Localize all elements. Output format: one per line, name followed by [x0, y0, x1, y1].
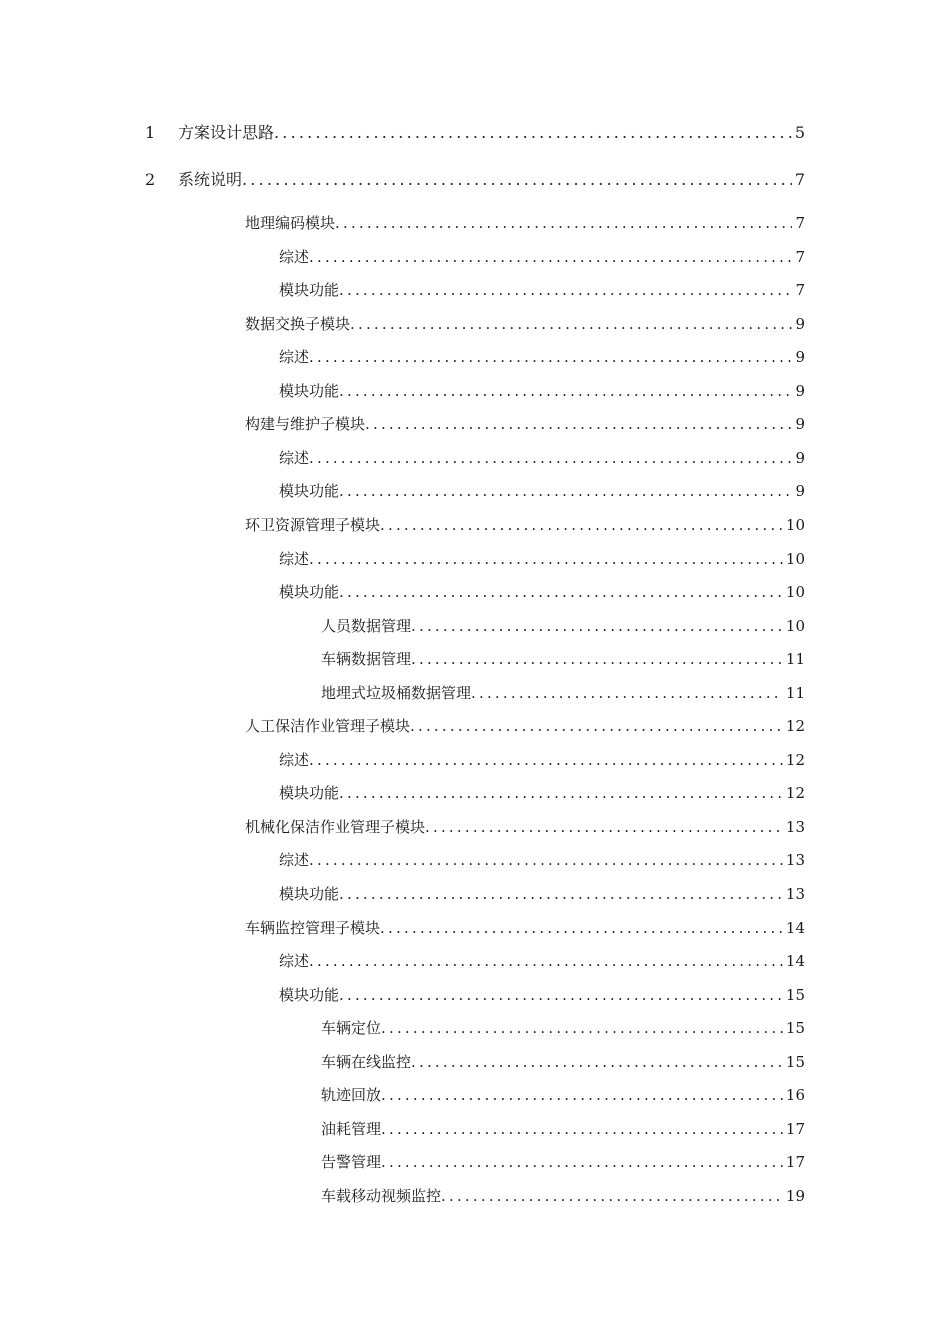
toc-entry-title: 机械化保洁作业管理子模块: [245, 817, 426, 836]
toc-entry-page-number: 9: [795, 314, 805, 333]
toc-entry[interactable]: [321, 1084, 805, 1106]
toc-leader-dots: [339, 984, 783, 1006]
toc-entry[interactable]: [279, 883, 805, 905]
toc-entry[interactable]: [279, 950, 805, 972]
toc-entry-page-number: 19: [785, 1186, 805, 1205]
toc-entry[interactable]: [321, 682, 805, 704]
toc-entry[interactable]: [321, 648, 805, 670]
toc-entry-title: 系统说明: [178, 170, 243, 189]
toc-entry-number: 1: [145, 123, 156, 142]
toc-entry-title: 车辆数据管理: [321, 650, 412, 669]
toc-entry-title: 告警管理: [321, 1153, 382, 1172]
toc-entry-page-number: 16: [785, 1086, 805, 1105]
toc-leader-dots: [425, 816, 783, 838]
toc-entry-page-number: 7: [795, 281, 805, 300]
toc-entry-title: 综述: [279, 247, 310, 266]
toc-leader-dots: [309, 849, 783, 871]
toc-leader-dots: [411, 615, 783, 637]
toc-entry[interactable]: [279, 346, 805, 368]
toc-leader-dots: [339, 581, 783, 603]
toc-leader-dots: [274, 122, 792, 144]
toc-entry[interactable]: [245, 212, 805, 234]
toc-entry-page-number: 9: [795, 348, 805, 367]
toc-leader-dots: [309, 246, 792, 268]
toc-entry-page-number: 12: [785, 717, 805, 736]
toc-entry-title: 模块功能: [279, 784, 340, 803]
toc-entry-title: 环卫资源管理子模块: [245, 515, 381, 534]
toc-leader-dots: [335, 212, 792, 234]
toc-entry-page-number: 10: [785, 583, 805, 602]
toc-entry-title: 构建与维护子模块: [245, 415, 366, 434]
toc-entry-title: 人员数据管理: [321, 616, 412, 635]
toc-leader-dots: [380, 514, 783, 536]
toc-entry-page-number: 7: [795, 214, 805, 232]
toc-entry-page-number: 9: [795, 415, 805, 434]
toc-entry[interactable]: [245, 816, 805, 838]
toc-entry-page-number: 15: [785, 985, 805, 1004]
toc-entry-title: 模块功能: [279, 583, 340, 602]
toc-entry[interactable]: [321, 1118, 805, 1140]
toc-entry-title: 轨迹回放: [321, 1086, 382, 1105]
toc-leader-dots: [309, 346, 792, 368]
toc-entry-title: 模块功能: [279, 985, 340, 1004]
toc-leader-dots: [471, 682, 783, 704]
toc-entry-page-number: 15: [785, 1019, 805, 1038]
toc-entry-page-number: 17: [785, 1153, 805, 1172]
toc-leader-dots: [381, 1118, 783, 1140]
toc-entry-page-number: 15: [785, 1052, 805, 1071]
toc-entry-number: 2: [145, 170, 156, 189]
toc-entry-page-number: 14: [785, 952, 805, 971]
toc-entry-page-number: 11: [785, 650, 805, 669]
toc-entry[interactable]: [279, 447, 805, 469]
toc-entry-title: 地埋式垃圾桶数据管理: [321, 683, 472, 702]
toc-entry-title: 油耗管理: [321, 1119, 382, 1138]
toc-entry-page-number: 10: [785, 616, 805, 635]
toc-entry-title: 综述: [279, 448, 310, 467]
toc-entry-page-number: 11: [785, 683, 805, 702]
toc-entry-page-number: 17: [785, 1119, 805, 1138]
toc-leader-dots: [381, 1151, 783, 1173]
toc-entry-title: 车辆定位: [321, 1019, 382, 1038]
toc-leader-dots: [381, 1084, 783, 1106]
toc-entry[interactable]: [321, 1185, 805, 1207]
toc-entry[interactable]: [245, 313, 805, 335]
toc-entry-title: 人工保洁作业管理子模块: [245, 717, 411, 736]
toc-leader-dots: [410, 715, 783, 737]
toc-entry-page-number: 13: [785, 885, 805, 903]
toc-entry[interactable]: [321, 1017, 805, 1039]
toc-entry-title: 模块功能: [279, 482, 340, 501]
toc-entry[interactable]: [279, 246, 805, 268]
toc-entry-page-number: 10: [785, 515, 805, 534]
toc-entry-title: 综述: [279, 750, 310, 769]
toc-leader-dots: [339, 279, 792, 301]
toc-entry[interactable]: [145, 122, 805, 144]
toc-entry[interactable]: [279, 782, 805, 804]
toc-leader-dots: [411, 648, 783, 670]
toc-entry-page-number: 9: [795, 448, 805, 467]
toc-leader-dots: [380, 917, 783, 939]
toc-entry[interactable]: [279, 581, 805, 603]
toc-leader-dots: [381, 1017, 783, 1039]
toc-entry[interactable]: [245, 715, 805, 737]
toc-entry-title: 车辆在线监控: [321, 1052, 412, 1071]
toc-entry[interactable]: [321, 615, 805, 637]
toc-entry[interactable]: [245, 514, 805, 536]
toc-leader-dots: [339, 380, 792, 402]
toc-leader-dots: [339, 782, 783, 804]
toc-leader-dots: [365, 413, 792, 435]
toc-entry[interactable]: [279, 279, 805, 301]
toc-entry-title: 综述: [279, 851, 310, 870]
toc-entry-title: 车辆监控管理子模块: [245, 918, 381, 937]
toc-entry-title: 模块功能: [279, 381, 340, 400]
toc-entry[interactable]: [321, 1151, 805, 1173]
toc-entry[interactable]: [245, 413, 805, 435]
toc-entry-page-number: 9: [795, 482, 805, 501]
toc-entry-page-number: 13: [785, 817, 805, 836]
toc-entry[interactable]: [279, 849, 805, 871]
toc-leader-dots: [309, 950, 783, 972]
toc-entry[interactable]: [279, 548, 805, 570]
toc-entry[interactable]: [321, 1051, 805, 1073]
toc-entry-title: 数据交换子模块: [245, 314, 351, 333]
toc-leader-dots: [339, 883, 783, 905]
toc-entry[interactable]: [245, 917, 805, 939]
toc-entry[interactable]: [279, 480, 805, 502]
toc-entry-page-number: 14: [785, 918, 805, 937]
toc-entry-title: 车载移动视频监控: [321, 1186, 442, 1205]
toc-entry-title: 方案设计思路: [178, 123, 275, 142]
toc-entry-page-number: 10: [785, 549, 805, 568]
toc-entry-page-number: 13: [785, 851, 805, 870]
toc-entry-page-number: 12: [785, 750, 805, 769]
toc-entry-page-number: 12: [785, 784, 805, 803]
toc-entry[interactable]: [145, 169, 805, 191]
toc-entry-page-number: 5: [794, 123, 805, 142]
toc-entry[interactable]: [279, 984, 805, 1006]
toc-entry-title: 模块功能: [279, 281, 340, 300]
toc-leader-dots: [339, 480, 792, 502]
toc-leader-dots: [309, 548, 783, 570]
toc-leader-dots: [309, 749, 783, 771]
toc-entry[interactable]: [279, 380, 805, 402]
toc-entry-page-number: 7: [794, 170, 805, 189]
toc-entry-title: 模块功能: [279, 885, 340, 903]
toc-entry-title: 地理编码模块: [245, 214, 336, 232]
toc-leader-dots: [242, 169, 792, 191]
toc-entry-title: 综述: [279, 549, 310, 568]
toc-leader-dots: [309, 447, 792, 469]
toc-entry-page-number: 9: [795, 381, 805, 400]
toc-entry-title: 综述: [279, 348, 310, 367]
toc-entry-title: 综述: [279, 952, 310, 971]
toc-leader-dots: [350, 313, 792, 335]
toc-leader-dots: [411, 1051, 783, 1073]
toc-entry[interactable]: [279, 749, 805, 771]
toc-entry-page-number: 7: [795, 247, 805, 266]
toc-leader-dots: [441, 1185, 783, 1207]
